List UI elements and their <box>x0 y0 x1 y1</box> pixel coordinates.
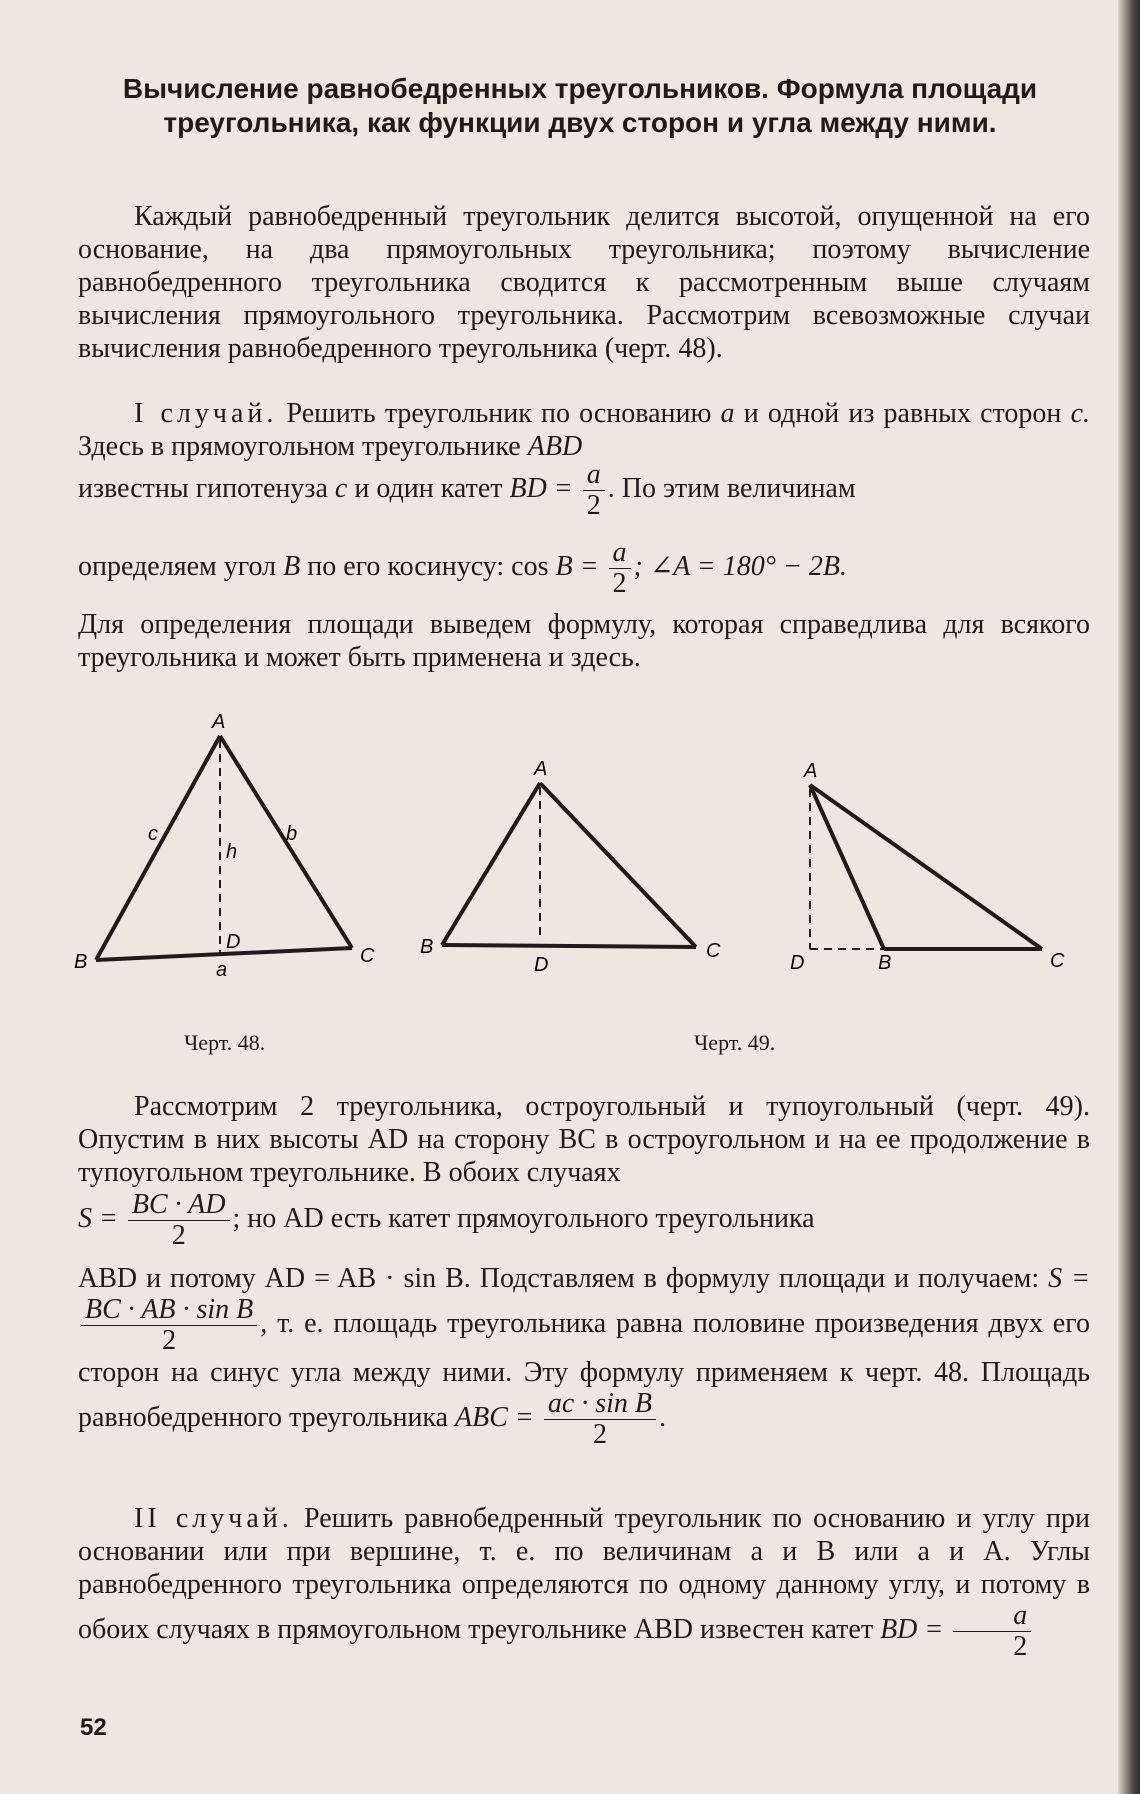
fraction-denominator: 2 <box>171 1220 186 1251</box>
line-text: ; но AD есть катет прямоугольного треугольника <box>232 1202 815 1234</box>
line-text: известны гипотенуза <box>78 472 328 504</box>
var-b: B = <box>555 550 599 582</box>
label-A: A <box>534 758 548 780</box>
fraction-denominator: 2 <box>592 1419 607 1450</box>
line-text: . <box>659 1401 667 1433</box>
figure-49-obtuse <box>780 745 1080 985</box>
fraction-denominator: 2 <box>612 568 627 599</box>
var-a: a <box>720 398 735 429</box>
var-abd: ABD <box>527 431 583 462</box>
fraction-bc-ab-sinb <box>81 1295 257 1356</box>
case-1-line-2 <box>78 460 1090 521</box>
label-B: B <box>878 952 892 974</box>
label-C: C <box>1050 950 1065 972</box>
case-2-text: Решить равнобедренный треугольник по основанию и углу при основании или при вершине, т. е. по величинам a и B или a и A. Углы равнобедренного треугольника определяются по одному данному углу, и потому в обоих случаях в прямоугольном треугольнике ABD известен катет <box>78 1503 1090 1645</box>
label-B: B <box>74 951 88 973</box>
case-1-line-4: Для определения площади выведем формулу, которая справедлива для всякого треугольника и может быть применена и здесь. <box>78 609 1090 673</box>
var-s: S = <box>1048 1263 1091 1294</box>
label-D: D <box>534 954 549 976</box>
var-bd: BD = <box>509 472 573 504</box>
caption-48: Черт. 48. <box>184 1030 266 1055</box>
line-text: определяем угол <box>78 550 277 582</box>
label-a: a <box>216 959 228 981</box>
label-A: A <box>212 711 226 733</box>
label-h: h <box>226 841 238 863</box>
fraction-numerator: ac · sin B <box>544 1389 656 1420</box>
case-1-text: и одной из равных сторон <box>743 398 1062 429</box>
angle-formula: ; ∠A = 180° − 2B. <box>633 550 847 582</box>
fraction-numerator: a <box>953 1601 1031 1632</box>
label-C: C <box>706 940 721 962</box>
paragraph-area: Рассмотрим 2 треугольника, остроугольный и тупоугольный (черт. 49). Опустим в них высоты AD на сторону BC в остроугольном и на ее продолжение в тупоугольном треугольнике. В обоих случаях <box>78 1091 1090 1188</box>
fraction-ac-sinb <box>544 1389 656 1450</box>
var-s: S = <box>78 1202 118 1234</box>
fraction-a-over-2 <box>583 460 605 521</box>
label-B: B <box>420 936 434 958</box>
var-b: B <box>283 550 301 582</box>
var-abc: ABC = <box>455 1401 534 1433</box>
fraction-a-over-2 <box>609 538 631 599</box>
label-D: D <box>790 952 805 974</box>
fraction-denominator: 2 <box>162 1325 177 1356</box>
label-D: D <box>226 931 241 953</box>
fraction-numerator: BC · AD <box>128 1190 230 1221</box>
case-1-text: Решить треугольник по основанию <box>286 398 712 429</box>
line-text: ABD и потому AD = AB · sin B. Подставляем в формулу площади и получаем: <box>78 1263 1040 1294</box>
fraction-numerator: a <box>609 538 631 569</box>
label-C: C <box>360 945 375 967</box>
case-1-label: I случай. <box>134 398 278 429</box>
area-formula-line <box>78 1190 1090 1251</box>
page-number: 52 <box>80 1714 107 1741</box>
paragraph-intro: Каждый равнобедренный треугольник делится высотой, опущенной на его основание, на два прямоугольных треугольника; поэтому вычисление равнобедренного треугольника сводится к рассмотренным выше случаям вычисления прямоугольного треугольника. Рассмотрим всевозможные случаи вычисления равнобедренного треугольника (черт. 48). <box>78 201 1090 364</box>
paragraph-case-2 <box>78 1502 1090 1662</box>
line-text: . По этим величинам <box>607 472 856 504</box>
section-title: Вычисление равнобедренных треугольников. Формула площади треугольника, как функции двух сторон и угла между ними. <box>122 73 1038 138</box>
fraction-a-over-2 <box>953 1601 1031 1662</box>
line-text: , т. е. площадь треугольника равна половине произведения двух его сторон на синус угла между ними. Эту формулу применяем к черт. 48. Площадь равнобедренного треугольника <box>78 1307 1090 1433</box>
label-A: A <box>804 760 818 782</box>
figure-48 <box>70 700 380 990</box>
case-2-label: II случай. <box>134 1503 293 1534</box>
case-1-text: Здесь в прямоугольном треугольнике <box>78 431 521 462</box>
fraction-denominator: 2 <box>1013 1631 1028 1662</box>
var-c: c. <box>1070 398 1090 429</box>
fraction-numerator: a <box>583 460 605 491</box>
caption-49: Черт. 49. <box>694 1030 776 1055</box>
line-text: и один катет <box>354 472 503 504</box>
area-substitution-line <box>78 1262 1090 1450</box>
label-b: b <box>286 823 298 845</box>
fraction-numerator: BC · AB · sin B <box>81 1295 257 1326</box>
case-1-line-3 <box>78 538 1090 599</box>
label-c: c <box>148 823 158 845</box>
figure-49-acute <box>410 745 730 985</box>
line-text: по его косинусу: cos <box>307 550 549 582</box>
fraction-bc-ad <box>128 1190 230 1251</box>
fraction-denominator: 2 <box>586 490 601 521</box>
var-bd: BD = <box>880 1613 944 1645</box>
page-edge-shadow <box>1118 0 1140 1794</box>
var-c: c <box>334 472 348 504</box>
paragraph-case-1 <box>78 397 1090 463</box>
